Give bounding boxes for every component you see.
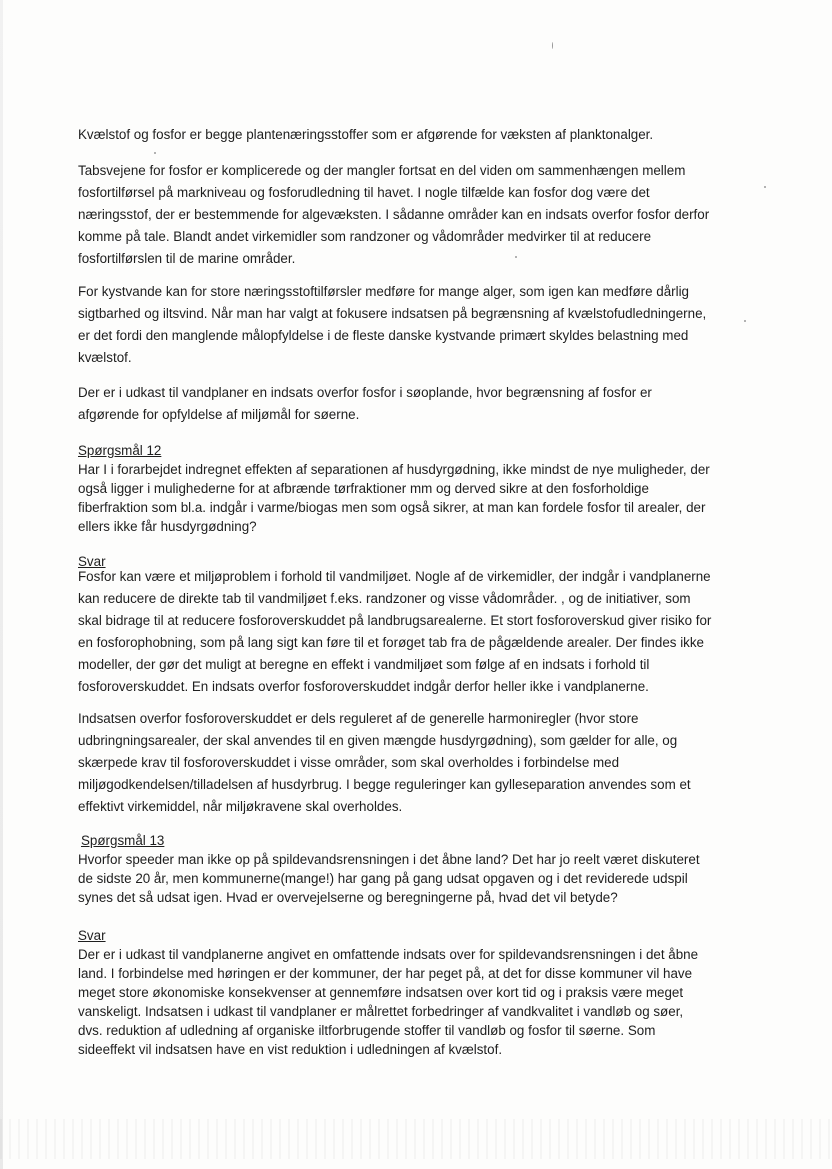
text-line: dvs. reduktion af udledning af organiske iltforbrugende stoffer til vandløb og fosfor til søerne. Som	[78, 1023, 656, 1038]
text-line: Der er i udkast til vandplanerne angivet en omfattende indsats over for spildevandsrensningen i det åbne	[78, 947, 699, 962]
text-line: Indsatsen overfor fosforoverskuddet er dels reguleret af de generelle harmoniregler (hvor store	[78, 711, 639, 726]
text-line: skal bidrage til at reducere fosforoverskuddet på landbrugsarealerne. Et stort fosforoverskud giver risiko for	[78, 613, 712, 628]
text-line: synes det så udsat igen. Hvad er overvejelserne og beregningerne på, hvad det vil betyde?	[78, 890, 618, 905]
scan-speck	[552, 42, 553, 49]
scan-edge	[0, 0, 3, 1169]
text-line: Kvælstof og fosfor er begge plantenæringsstoffer som er afgørende for væksten af planktonalger.	[78, 127, 654, 142]
question-12	[78, 441, 778, 536]
text-line: For kystvande kan for store næringsstoftilførsler medføre for mange alger, som igen kan medføre dårlig	[78, 284, 690, 299]
question-13	[81, 831, 781, 850]
text-line: effektivt virkemiddel, når miljøkravene skal overholdes.	[78, 799, 403, 814]
text-line: Har I i forarbejdet indregnet effekten af separationen af husdyrgødning, ikke mindst de nye muligheder, der	[78, 462, 710, 477]
text-line: næringsstof, der er bestemmende for algevæksten. I sådanne områder kan en indsats overfor fosfor derfor	[78, 207, 710, 222]
text-line: sigtbarhed og iltsvind. Når man har valgt at fokusere indsatsen på begrænsning af kvælstofudledningerne,	[78, 306, 707, 321]
question-13-body	[78, 850, 778, 907]
answer-13-heading: Svar	[78, 928, 106, 943]
text-line: ellers ikke får husdyrgødning?	[78, 519, 257, 534]
paragraph-2	[78, 160, 778, 270]
answer-13	[78, 926, 778, 1059]
text-line: er det fordi den manglende målopfyldelse i de fleste danske kystvande primært skyldes belastning med	[78, 328, 689, 343]
question-12-heading: Spørgsmål 12	[78, 443, 162, 458]
text-line: land. I forbindelse med høringen er der kommuner, der har peget på, at det for disse kommuner vil have	[78, 966, 693, 981]
text-line: fiberfraktion som bl.a. indgår i varme/biogas men som også sikrer, at man kan fordele fosfor til arealer, der	[78, 500, 706, 515]
text-line: komme på tale. Blandt andet virkemidler som randzoner og vådområder medvirker til at reducere	[78, 229, 652, 244]
scan-speck	[154, 152, 156, 154]
paragraph-4	[78, 382, 778, 426]
text-line: vanskeligt. Indsatsen i udkast til vandplaner er målrettet forbedringer af vandkvalitet i vandløb og søer,	[78, 1004, 684, 1019]
document-page	[78, 0, 778, 1169]
text-line: udbringningsarealer, der skal anvendes til en given mængde husdyrgødning), som gælder for alle, og	[78, 733, 678, 748]
answer-12-body	[78, 566, 778, 698]
scan-speck	[744, 320, 746, 322]
text-line: Der er i udkast til vandplaner en indsats overfor fosfor i søoplande, hvor begrænsning af fosfor er	[78, 385, 652, 400]
scan-speck	[764, 186, 766, 188]
text-line: Fosfor kan være et miljøproblem i forhold til vandmiljøet. Nogle af de virkemidler, der indgår i vandplanerne	[78, 569, 711, 584]
text-line: en fosforophobning, som på lang sigt kan føre til et forøget tab fra de pågældende arealer. Der findes ikke	[78, 635, 705, 650]
paragraph-3	[78, 281, 778, 369]
question-13-heading: Spørgsmål 13	[81, 833, 165, 848]
paragraph-1	[78, 124, 778, 146]
text-line: fosforoverskuddet. En indsats overfor fosforoverskuddet indgår derfor heller ikke i vandplanerne.	[78, 679, 649, 694]
scan-speck	[515, 256, 517, 258]
answer-12-heading: Svar	[78, 554, 106, 569]
text-line: afgørende for opfyldelse af miljømål for søerne.	[78, 407, 360, 422]
text-line: kvælstof.	[78, 350, 132, 365]
text-line: sideeffekt vil indsatsen have en vist reduktion i udledningen af kvælstof.	[78, 1042, 503, 1057]
text-line: Hvorfor speeder man ikke op på spildevandsrensningen i det åbne land? Det har jo reelt været diskuteret	[78, 852, 700, 867]
paragraph-5	[78, 708, 778, 818]
text-line: de sidste 20 år, men kommunerne(mange!) har gang på gang udsat opgaven og i det reviderede udspil	[78, 871, 688, 886]
text-line: også ligger i mulighederne for at afbrænde tørfraktioner mm og derved sikre at den fosforholdige	[78, 481, 649, 496]
text-line: miljøgodkendelsen/tilladelsen af husdyrbrug. I begge reguleringer kan gylleseparation anvendes som et	[78, 777, 691, 792]
text-line: skærpede krav til fosforoverskuddet i visse områder, som skal overholdes i forbindelse med	[78, 755, 620, 770]
text-line: fosfortilførslen til de marine områder.	[78, 251, 296, 266]
text-line: modeller, der gør det muligt at beregne en effekt i vandmiljøet som følge af en indsats i forhold til	[78, 657, 650, 672]
text-line: meget store økonomiske konsekvenser at gennemføre indsatsen over kort tid og i praksis være meget	[78, 985, 684, 1000]
text-line: fosfortilførsel på markniveau og fosforudledning til havet. I nogle tilfælde kan fosfor dog være det	[78, 185, 650, 200]
text-line: kan reducere de direkte tab til vandmiljøet f.eks. randzoner og visse vådområder. , og de initiativer, som	[78, 591, 691, 606]
text-line: Tabsvejene for fosfor er komplicerede og der mangler fortsat en del viden om sammenhængen mellem	[78, 163, 686, 178]
